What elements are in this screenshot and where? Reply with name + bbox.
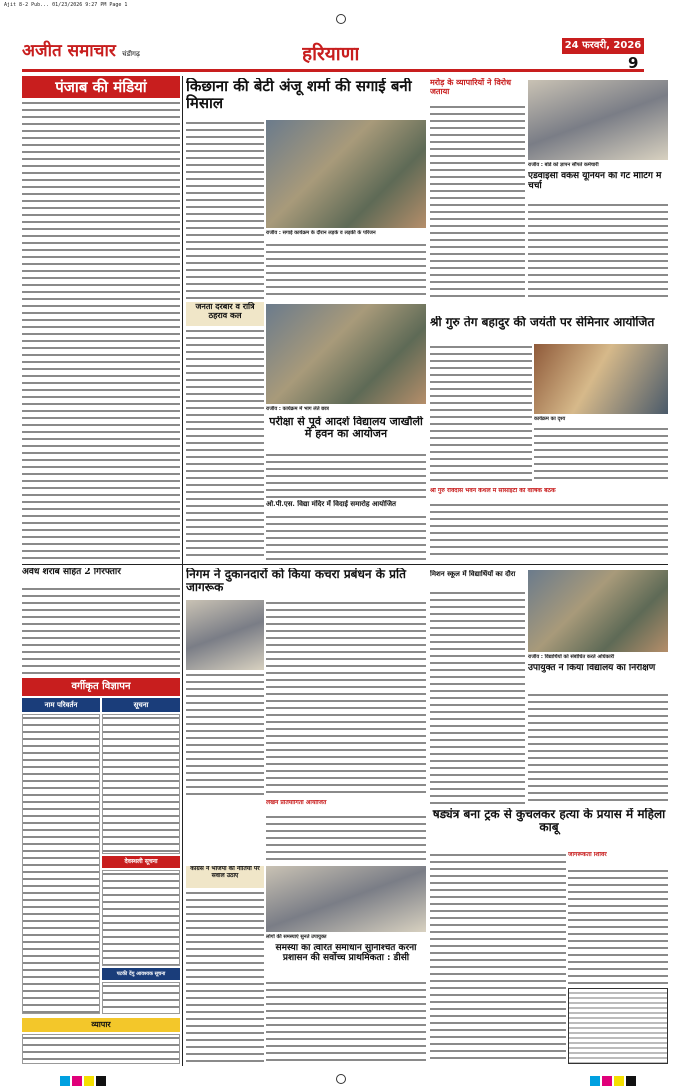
color-bar-black bbox=[626, 1076, 636, 1086]
article-body bbox=[430, 852, 566, 1064]
headline-article-16: जागरूकता शिविर bbox=[568, 852, 607, 858]
article-body bbox=[186, 328, 264, 560]
classified-footer: व्यापार bbox=[22, 1018, 180, 1032]
photo-caption: राजीव : विद्यार्थियों को संबोधित करते अधिकारी bbox=[528, 654, 615, 660]
classified-ads bbox=[102, 982, 180, 1014]
column-divider bbox=[182, 566, 183, 1066]
photo-caption: राजीव : कार्यक्रम में भाग लेते छात्र bbox=[266, 406, 329, 412]
article-body bbox=[22, 586, 180, 674]
article-photo bbox=[534, 344, 668, 414]
page-number: 9 bbox=[628, 54, 639, 72]
classified-title: वर्गीकृत विज्ञापन bbox=[22, 678, 180, 696]
article-body bbox=[186, 672, 264, 798]
article-photo bbox=[266, 866, 426, 932]
headline-article-14: षड्यंत्र बना ट्रक से कुचलकर हत्या के प्रयास में महिला काबू bbox=[432, 808, 666, 835]
section-title: हरियाणा bbox=[302, 43, 360, 65]
section-divider bbox=[22, 564, 668, 565]
photo-caption: राजीव : सगाई कार्यक्रम के दौरान लड़के व लड़की के परिजन bbox=[266, 230, 376, 236]
classified-small-head: पटकी देंगु आवश्यक सूचना bbox=[102, 968, 180, 980]
article-body bbox=[430, 502, 668, 558]
color-bar-yellow bbox=[614, 1076, 624, 1086]
headline-article-7: श्री गुरु रविदास भवन कैथल में सोसाइटी की वार्षिक बैठक bbox=[430, 488, 556, 494]
registration-mark-icon bbox=[336, 1074, 346, 1084]
color-bar-magenta bbox=[72, 1076, 82, 1086]
article-body bbox=[266, 980, 426, 1064]
article-body bbox=[430, 590, 525, 804]
article-body bbox=[528, 202, 668, 300]
headline-article-10: मिशन स्कूल में विद्यार्थियों का दौरा bbox=[430, 570, 516, 578]
classified-ads bbox=[102, 870, 180, 966]
mandi-rates-title: पंजाब की मंडियां bbox=[22, 76, 180, 98]
color-bar-cyan bbox=[60, 1076, 70, 1086]
article-body bbox=[568, 868, 668, 984]
edition-city: चंडीगढ़ bbox=[122, 50, 140, 58]
headline-article-4: श्री गुरु तेग बहादुर की जयंती पर सेमिनार आयोजित bbox=[430, 316, 655, 329]
headline-article-2: मरोड़ के व्यापारियों ने विरोध जताया bbox=[430, 78, 512, 96]
article-body bbox=[266, 514, 426, 560]
color-bar-yellow bbox=[84, 1076, 94, 1086]
issue-date: 24 फरवरी, 2026 bbox=[562, 38, 644, 54]
article-body bbox=[430, 344, 532, 484]
article-photo bbox=[186, 600, 264, 670]
print-slug: Ajit 8-2 Pub... 01/23/2026 9:27 PM Page 1 bbox=[4, 2, 128, 8]
classified-tab-name-change: नाम परिवर्तन bbox=[22, 698, 100, 712]
headline-article-12a: लेखन प्रतियोगिता आयोजित bbox=[266, 800, 327, 806]
article-body bbox=[266, 600, 426, 798]
article-body bbox=[186, 890, 264, 1064]
headline-article-11: उपायुक्त ने किया विद्यालय का निरीक्षण bbox=[528, 664, 656, 673]
article-body bbox=[186, 120, 264, 300]
photo-caption: कार्यक्रम का दृश्य bbox=[534, 416, 566, 422]
article-body bbox=[266, 242, 426, 300]
color-bar-cyan bbox=[590, 1076, 600, 1086]
headline-article-3: एडवाइर्सी वर्कर्स यूनियन की गेट मीटिंग में चर्चा bbox=[528, 172, 662, 191]
photo-caption: राजीव : बोर्ड को ज्ञापन सौंपते कर्मचारी bbox=[528, 162, 599, 168]
article-body bbox=[266, 452, 426, 498]
classified-ads bbox=[102, 714, 180, 854]
article-body bbox=[528, 692, 668, 804]
classified-ads bbox=[22, 714, 100, 1014]
headline-article-5: जनता दरबार व रात्रि ठहराव कल bbox=[186, 302, 264, 326]
classified-tab-notice: सूचना bbox=[102, 698, 180, 712]
color-bar-black bbox=[96, 1076, 106, 1086]
photo-caption: लोगों की समस्याएं सुनते उपायुक्त bbox=[266, 934, 327, 940]
headline-article-9: निगम ने दुकानदारों को किया कचरा प्रबंधन के प्रति जागरूक bbox=[186, 568, 406, 595]
classified-ads bbox=[22, 1034, 180, 1064]
color-bar-magenta bbox=[602, 1076, 612, 1086]
column-divider bbox=[182, 76, 183, 566]
article-photo bbox=[528, 570, 668, 652]
registration-mark-icon bbox=[336, 14, 346, 24]
classified-notice-head: देवस्थली सूचना bbox=[102, 856, 180, 868]
article-photo bbox=[266, 304, 426, 404]
headline-article-13: कांग्रेस ने भाजपा की नीतियों पर सवाल उठाए bbox=[186, 866, 264, 888]
headline-liquor: अवैध शराब सहित 2 गिरफ्तार bbox=[22, 568, 121, 577]
headline-main: किछाना की बेटी अंजू शर्मा की सगाई बनी मिसाल bbox=[186, 78, 412, 112]
article-body bbox=[430, 104, 525, 300]
headline-article-8: ओ.पी.एस. विद्या मंदिर में विदाई समारोह आयोजित bbox=[266, 500, 396, 508]
article-photo bbox=[528, 80, 668, 160]
article-body bbox=[534, 426, 668, 484]
newspaper-logo: अजीत समाचार bbox=[22, 41, 116, 61]
headline-article-6: परीक्षा से पूर्व आदर्श विद्यालय जाखौली में हवन का आयोजन bbox=[269, 416, 423, 441]
mandi-rates-text bbox=[22, 100, 180, 562]
display-advertisement bbox=[568, 988, 668, 1064]
headline-article-15: समस्या का त्वरित समाधान सुनिश्चित करना प्रशासन की सर्वोच्च प्राथमिकता : डीसी bbox=[275, 944, 417, 963]
article-photo bbox=[266, 120, 426, 228]
masthead bbox=[22, 36, 644, 72]
article-body bbox=[266, 814, 426, 864]
